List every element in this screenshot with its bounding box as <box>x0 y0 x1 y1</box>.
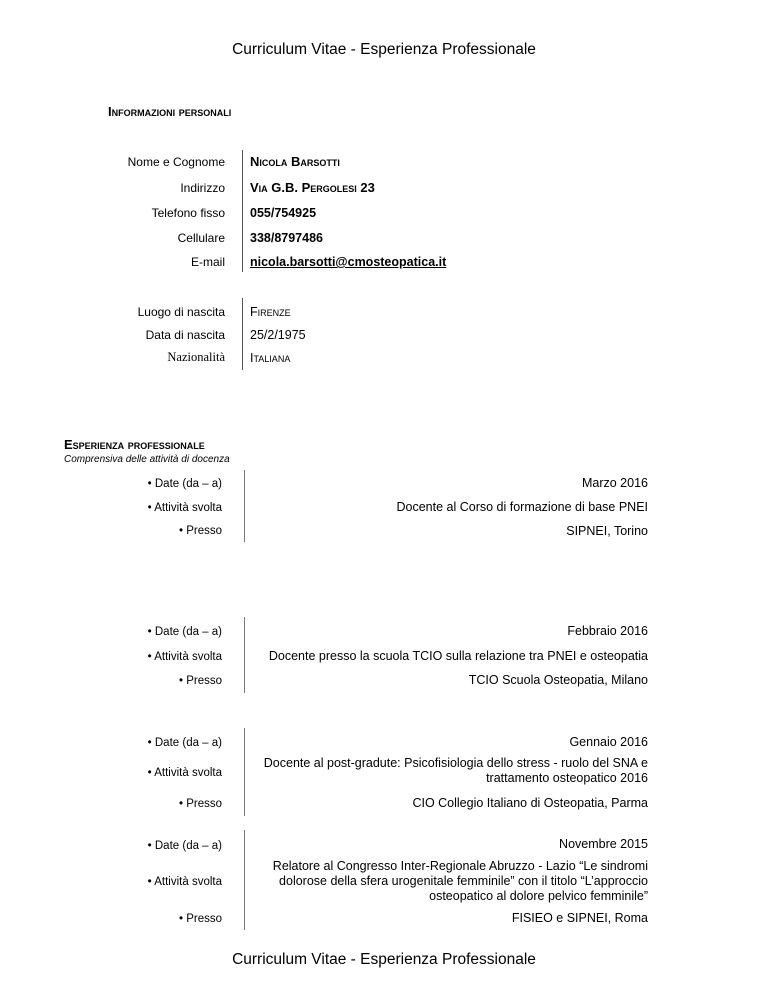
personal-divider <box>242 150 243 272</box>
mobile-label: Cellulare <box>177 231 225 245</box>
date-label: • Date (da – a) <box>147 478 222 490</box>
birth-divider <box>242 298 243 370</box>
birthplace-value: Firenze <box>250 305 291 319</box>
date-label: • Date (da – a) <box>147 840 222 852</box>
date-label: • Date (da – a) <box>147 626 222 638</box>
activity-label: • Attività svolta <box>147 767 222 779</box>
page-header: Curriculum Vitae - Esperienza Professionale <box>232 41 536 58</box>
activity-label: • Attività svolta <box>147 651 222 663</box>
mobile-value: 338/8797486 <box>250 231 323 245</box>
email-label: E-mail <box>190 255 225 269</box>
entry-where: CIO Collegio Italiano di Osteopatia, Parma <box>412 796 648 810</box>
entry-activity: Docente al Corso di formazione di base PNEI <box>396 500 648 514</box>
entry-where: SIPNEI, Torino <box>566 524 648 538</box>
entry-date: Febbraio 2016 <box>567 624 648 638</box>
birthdate-label: Data di nascita <box>145 328 225 342</box>
birthdate-value: 25/2/1975 <box>250 328 306 342</box>
entry-divider <box>244 617 245 693</box>
activity-label: • Attività svolta <box>147 876 222 888</box>
where-label: • Presso <box>178 798 222 810</box>
where-label: • Presso <box>178 675 222 687</box>
email-link[interactable]: nicola.barsotti@cmosteopatica.it <box>250 255 447 269</box>
entry-divider <box>244 470 245 542</box>
name-label: Nome e Cognome <box>127 155 225 169</box>
entry-date: Novembre 2015 <box>559 837 648 851</box>
nationality-value: Italiana <box>250 351 291 365</box>
address-value: Via G.B. Pergolesi 23 <box>250 180 375 195</box>
date-label: • Date (da – a) <box>147 737 222 749</box>
phone-label: Telefono fisso <box>151 206 225 220</box>
where-label: • Presso <box>178 525 222 537</box>
where-label: • Presso <box>178 913 222 925</box>
entry-activity: Docente presso la scuola TCIO sulla relazione tra PNEI e osteopatia <box>268 649 648 663</box>
entry-activity: Relatore al Congresso Inter-Regionale Abruzzo - Lazio “Le sindromi dolorose della sfera urogenitale femminile” con il titolo “L’approccio osteopatico al dolore pelvico femminile” <box>272 859 648 903</box>
entry-where: FISIEO e SIPNEI, Roma <box>511 911 648 925</box>
activity-label: • Attività svolta <box>147 502 222 514</box>
entry-activity: Docente al post-gradute: Psicofisiologia dello stress - ruolo del SNA e trattamento osteopatico 2016 <box>263 756 648 785</box>
entry-divider <box>244 830 245 930</box>
entry-date: Gennaio 2016 <box>569 735 648 749</box>
experience-section-subtitle: Comprensiva delle attività di docenza <box>64 454 230 465</box>
address-label: Indirizzo <box>180 181 225 195</box>
name-value: Nicola Barsotti <box>250 154 340 169</box>
nationality-label: Nazionalità <box>167 350 225 364</box>
page-footer: Curriculum Vitae - Esperienza Professionale <box>232 951 536 968</box>
entry-where: TCIO Scuola Osteopatia, Milano <box>468 673 648 687</box>
personal-section-title: Informazioni personali <box>108 104 232 119</box>
birthplace-label: Luogo di nascita <box>137 305 225 319</box>
experience-section-title: Esperienza professionale <box>64 437 205 452</box>
entry-date: Marzo 2016 <box>581 476 648 490</box>
phone-value: 055/754925 <box>250 206 317 220</box>
entry-divider <box>244 728 245 816</box>
